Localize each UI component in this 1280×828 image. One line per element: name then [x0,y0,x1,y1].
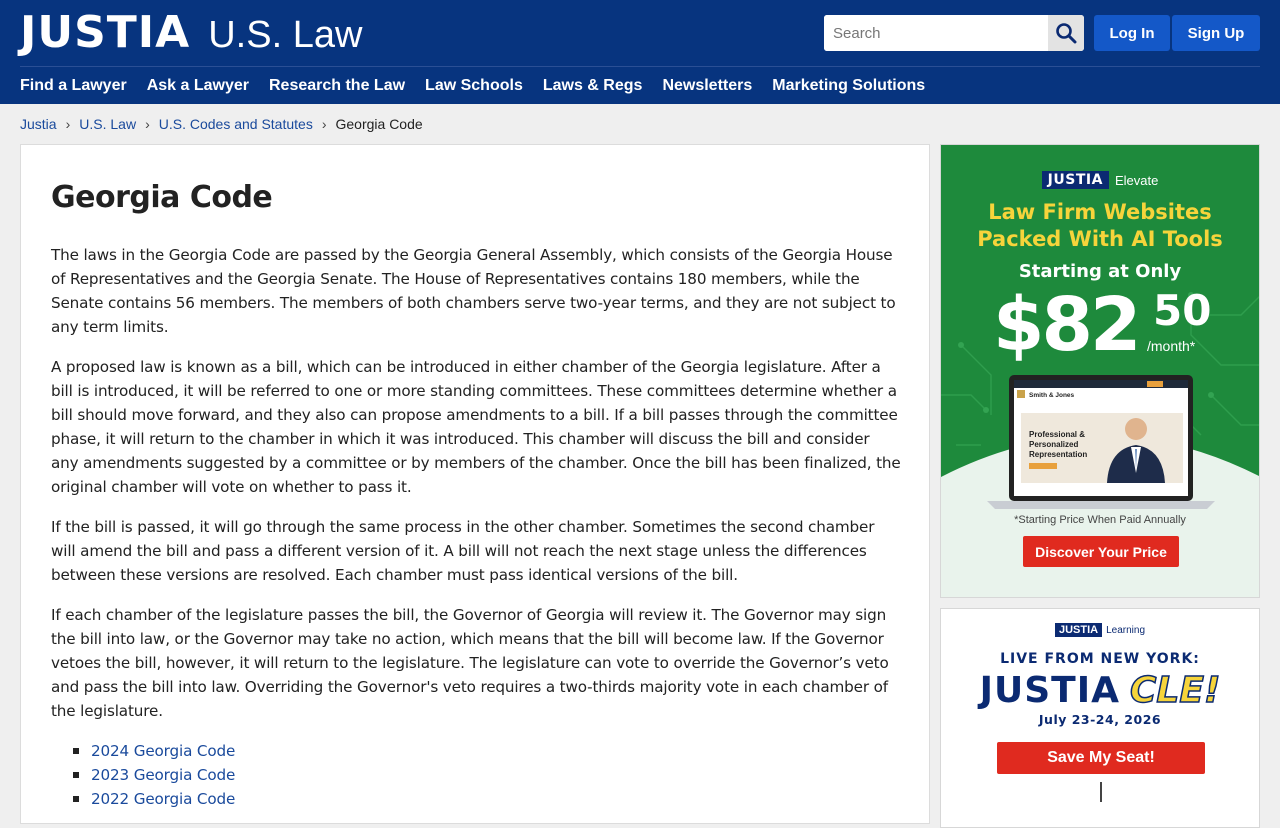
article-body [51,243,901,811]
search-icon [1055,22,1077,44]
discover-price-button[interactable]: Discover Your Price [1023,536,1179,567]
ad-brand-sub: Elevate [1114,172,1159,188]
paragraph: If the bill is passed, it will go through the same process in the other chamber. Sometimes the second chamber will amend the bill and pass a different version of it. A bill will not reach the next stage unless the differences between these versions are resolved. Each chamber must pass identical versions of the bill. [51,518,875,584]
site-header [0,0,1280,104]
ad-price-cents: 50 [1153,286,1212,335]
ad-event-dates: July 23-24, 2026 [1038,712,1162,727]
ad-headline-line: Law Firm Websites [988,200,1212,224]
paragraph: If each chamber of the legislature passes the bill, the Governor of Georgia will review it. The Governor may sign the bill into law, or the Governor may take no action, which means that the bill will become law. If the Governor vetoes the bill, however, it will return to the legislature. The legislature can vote to override the Governor’s veto and pass the bill into law. Overriding the Governor's veto requires a two-thirds majority vote in each chamber of the legislature. [51,606,889,720]
mock-firm-name: Smith & Jones [1029,392,1075,399]
breadcrumb-current: Georgia Code [335,116,423,132]
nav-research-the-law[interactable]: Research the Law [268,77,406,94]
login-button[interactable]: Log In [1094,15,1170,51]
code-year-link[interactable]: 2024 Georgia Code [91,742,236,760]
ad-event-name [941,671,1259,711]
search-box [824,15,1084,51]
justia-logo[interactable] [20,7,363,58]
ad-starting-text: Starting at Only [1018,261,1182,282]
code-year-link[interactable]: 2022 Georgia Code [91,790,236,808]
ad-headline [941,199,1259,253]
elevate-ad[interactable] [940,144,1260,598]
breadcrumb-separator: › [65,116,71,132]
ad-footnote: *Starting Price When Paid Annually [1014,514,1186,526]
breadcrumb [20,114,423,134]
logo-section: U.S. Law [208,14,363,56]
ad-event-brand: JUSTIA [979,670,1120,711]
list-item [73,787,901,811]
mock-tagline: Personalized [1029,440,1079,449]
ad-divider-line [1100,782,1102,802]
ad-price-period: /month* [1147,338,1196,354]
search-button[interactable] [1048,15,1084,51]
breadcrumb-justia[interactable]: Justia [20,116,57,132]
list-item [73,763,901,787]
breadcrumb-us-law[interactable]: U.S. Law [79,116,137,132]
mock-tagline: Professional & [1029,430,1086,439]
mock-tagline: Representation [1029,450,1088,459]
ad-live-text: LIVE FROM NEW YORK: [1000,651,1200,667]
code-year-link[interactable]: 2023 Georgia Code [91,766,236,784]
ad-price: $82 [993,282,1139,368]
nav-ask-a-lawyer[interactable]: Ask a Lawyer [146,77,249,94]
nav-newsletters[interactable]: Newsletters [662,77,753,94]
ad-brand-logo: JUSTIA [1055,623,1102,637]
code-year-list [51,739,901,811]
ad-brand-logo: JUSTIA [1042,171,1109,189]
elevate-brand [941,171,1259,189]
laptop-mockup [987,373,1215,513]
main-content [20,144,930,824]
main-nav [20,76,925,96]
nav-laws-regs[interactable]: Laws & Regs [542,77,643,94]
nav-law-schools[interactable]: Law Schools [425,77,523,94]
ad-headline-line: Packed With AI Tools [977,227,1223,251]
nav-find-a-lawyer[interactable]: Find a Lawyer [20,77,127,94]
save-seat-button[interactable]: Save My Seat! [997,742,1205,774]
nav-marketing-solutions[interactable]: Marketing Solutions [772,77,926,94]
search-input[interactable] [824,15,1048,51]
nav-divider [20,66,1260,67]
learning-brand [941,623,1259,637]
breadcrumb-separator: › [321,116,327,132]
paragraph: A proposed law is known as a bill, which can be introduced in either chamber of the Georgia legislature. After a bill is introduced, it will be referred to one or more standing committees. These committees determine whether a bill should move forward, and they also can propose amendments to a bill. If a bill passes through the committee phase, it will return to the chamber in which it was introduced. This chamber will discuss the bill and consider any amendments suggested by a committee or by members of the chamber. Once the bill has been finalized, the original chamber will vote on whether to pass it. [51,358,901,496]
cle-ad[interactable] [940,608,1260,828]
logo-brand: JUSTIA [20,7,191,58]
ad-event-cle: CLE! [1130,670,1221,711]
page-title: Georgia Code [51,180,273,215]
breadcrumb-separator: › [145,116,150,132]
breadcrumb-codes-statutes[interactable]: U.S. Codes and Statutes [158,116,313,132]
signup-button[interactable]: Sign Up [1172,15,1260,51]
list-item [73,739,901,763]
ad-brand-sub: Learning [1106,624,1146,636]
paragraph: The laws in the Georgia Code are passed by the Georgia General Assembly, which consists of the Georgia House of Representatives and the Georgia Senate. The House of Representatives contains 180 members, while the Senate contains 56 members. The members of both chambers serve two-year terms, and they are not subject to any term limits. [51,246,896,336]
